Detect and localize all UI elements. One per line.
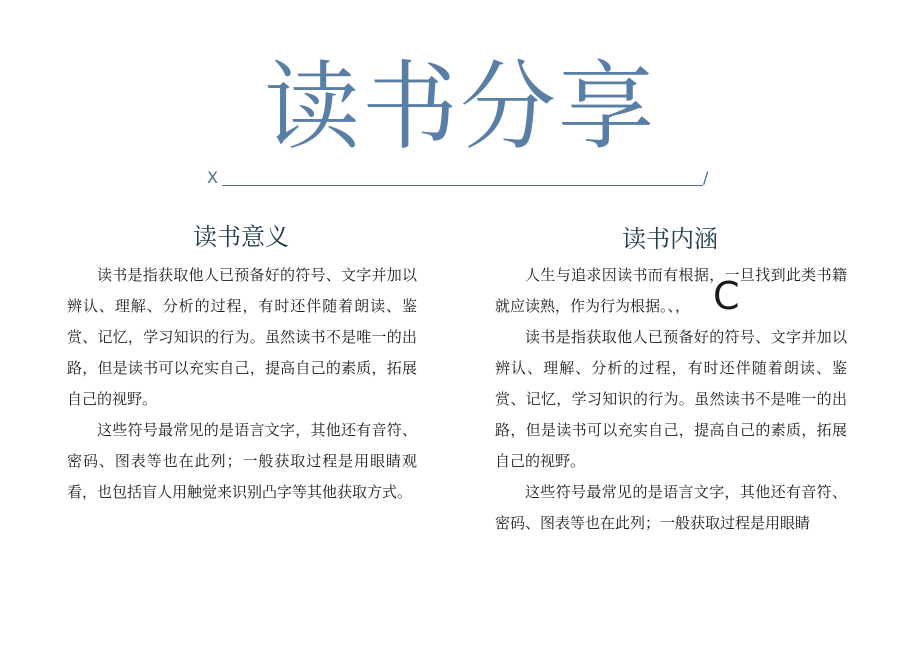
- title-divider: [207, 168, 707, 188]
- right-paragraph-1: 人生与追求因读书而有根据，一旦找到此类书籍就应读熟，作为行为根据。、，: [495, 266, 847, 315]
- right-paragraph-3: 这些符号最常见的是语言文字，其他还有音符、密码、图表等也在此列；一般获取过程是用眼睛: [495, 483, 847, 532]
- page-title: 读书分享: [264, 51, 656, 163]
- right-section-body: [495, 260, 847, 539]
- stray-mark: C: [713, 274, 740, 318]
- left-paragraph-1: 读书是指获取他人已预备好的符号、文字并加以辨认、理解、分析的过程，有时还伴随着朗读、鉴赏、记忆，学习知识的行为。虽然读书不是唯一的出路，但是读书可以充实自己，提高自己的素质，拓展自己的视野。: [67, 266, 417, 408]
- divider-right-mark: /: [703, 168, 709, 187]
- right-section-heading: 读书内涵: [622, 225, 718, 253]
- divider-left-mark: X: [207, 168, 218, 187]
- left-paragraph-2: 这些符号最常见的是语言文字，其他还有音符、密码、图表等也在此列；一般获取过程是用眼睛观看，也包括盲人用触觉来识别凸字等其他获取方式。: [67, 421, 417, 501]
- left-section-body: [67, 260, 417, 508]
- divider-line: [222, 185, 703, 186]
- left-section-heading: 读书意义: [193, 223, 289, 251]
- right-paragraph-2: 读书是指获取他人已预备好的符号、文字并加以辨认、理解、分析的过程，有时还伴随着朗读、鉴赏、记忆，学习知识的行为。虽然读书不是唯一的出路，但是读书可以充实自己，提高自己的素质，拓展自己的视野。: [495, 328, 847, 470]
